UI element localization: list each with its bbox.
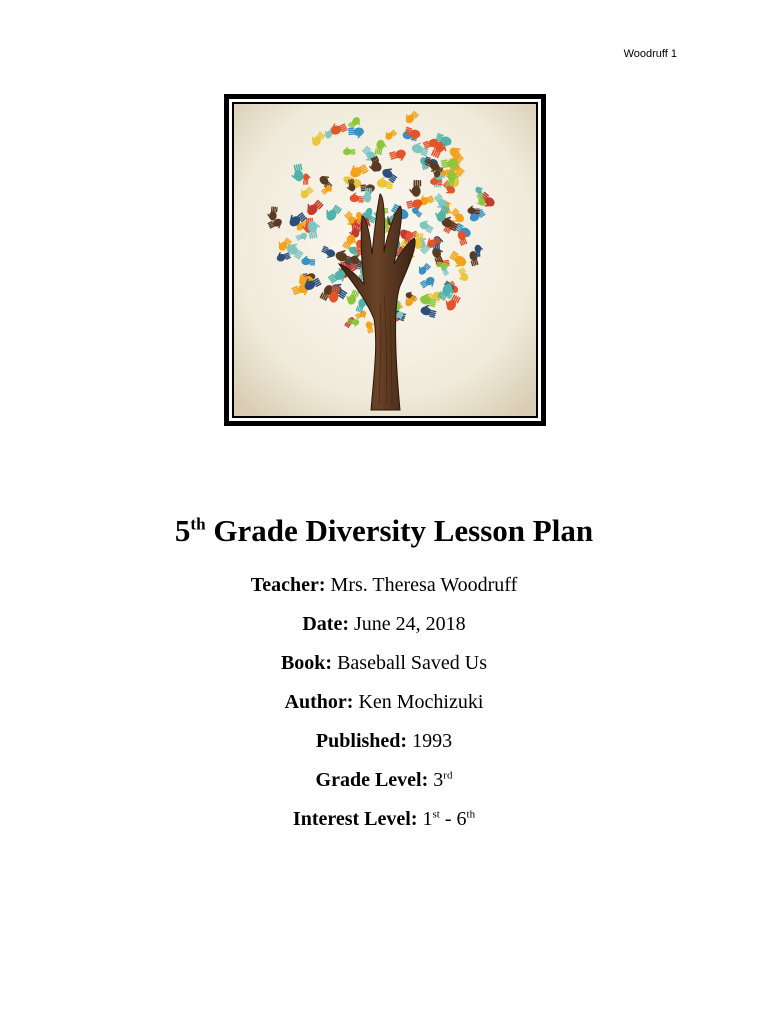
date-line: Date: June 24, 2018 bbox=[302, 613, 466, 635]
page-header: Woodruff 1 bbox=[623, 48, 677, 60]
teacher-line: Teacher: Mrs. Theresa Woodruff bbox=[250, 574, 518, 596]
document-title: 5th Grade Diversity Lesson Plan bbox=[174, 513, 594, 548]
handprint-tree-illustration bbox=[234, 104, 536, 416]
cover-image-frame bbox=[224, 94, 546, 426]
author-line: Author: Ken Mochizuki bbox=[284, 691, 484, 713]
interest-level-line: Interest Level: 1st - 6th bbox=[292, 808, 476, 830]
published-line: Published: 1993 bbox=[315, 730, 453, 752]
handprint-tree-icon bbox=[232, 102, 538, 418]
grade-level-line: Grade Level: 3rd bbox=[315, 769, 453, 791]
book-line: Book: Baseball Saved Us bbox=[280, 652, 488, 674]
lesson-details bbox=[0, 566, 768, 839]
